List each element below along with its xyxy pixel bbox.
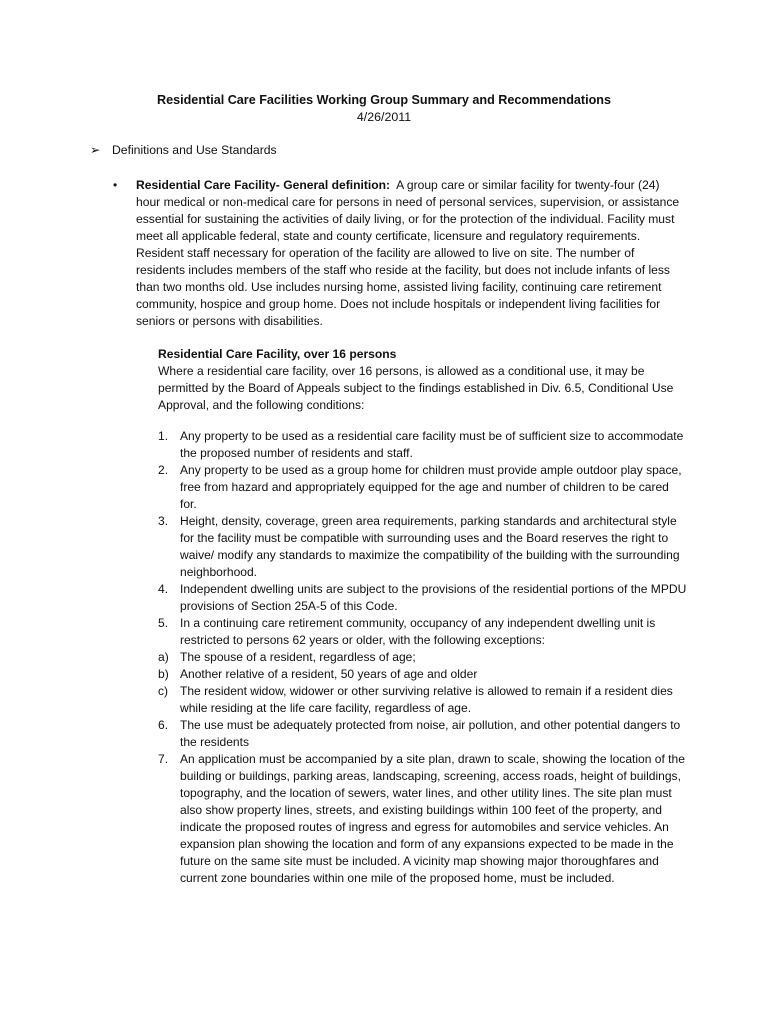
condition-item [158, 513, 688, 581]
section-heading-text: Definitions and Use Standards [112, 143, 277, 157]
condition-text: Another relative of a resident, 50 years of age and older [180, 667, 478, 681]
condition-number: 3. [158, 514, 169, 528]
condition-text: Height, density, coverage, green area requirements, parking standards and architectural style for the facility must be compatible with surrounding uses and the Board reserves the right to waive/ modify any standards to maximize the compatibility of the building with the surrounding neighborhood. [180, 514, 680, 579]
definition-bullet [113, 177, 683, 330]
condition-letter: a) [158, 650, 169, 664]
condition-number: 1. [158, 429, 169, 443]
condition-number: 4. [158, 582, 169, 596]
condition-text: Any property to be used as a residential care facility must be of sufficient size to accommodate the proposed number of residents and staff. [180, 429, 684, 460]
document-title: Residential Care Facilities Working Group Summary and Recommendations [157, 93, 611, 107]
condition-text: An application must be accompanied by a site plan, drawn to scale, showing the location of the building or buildings, parking areas, landscaping, screening, access roads, height of buildings, topography, and the location of sewers, water lines, and other utility lines. The site plan must also show property lines, streets, and existing buildings within 100 feet of the property, and indicate the proposed routes of ingress and egress for automobiles and service vehicles. An expansion plan showing the location and form of any expansions expected to be made in the future on the same site must be included. A vicinity map showing major thoroughfares and current zone boundaries within one mile of the proposed home, must be included. [180, 752, 685, 885]
subsection-heading: Residential Care Facility, over 16 persons [158, 347, 397, 361]
condition-text: Independent dwelling units are subject to the provisions of the residential portions of the MPDU provisions of Section 25A-5 of this Code. [180, 582, 687, 613]
condition-letter: c) [158, 684, 169, 698]
section-heading [90, 142, 277, 159]
document-date: 4/26/2011 [356, 110, 412, 124]
condition-text: The resident widow, widower or other surviving relative is allowed to remain if a resident dies while residing at the life care facility, regardless of age. [180, 684, 673, 715]
condition-number: 5. [158, 616, 169, 630]
condition-item [158, 683, 688, 717]
condition-item [158, 751, 688, 887]
subsection-paragraph: Where a residential care facility, over 16 persons, is allowed as a conditional use, it may be permitted by the Board of Appeals subject to the findings established in Div. 6.5, Conditional Use Approval, and the following conditions: [158, 364, 674, 412]
condition-item [158, 462, 688, 513]
condition-text: Any property to be used as a group home for children must provide ample outdoor play space, free from hazard and appropriately equipped for the age and number of children to be cared for. [180, 463, 682, 511]
definition-text: A group care or similar facility for twenty-four (24) hour medical or non-medical care for persons in need of personal services, supervision, or assistance essential for sustaining the activities of daily living, or for the protection of the individual. Facility must meet all applicable federal, state and county certificate, licensure and regulatory requirements. Resident staff necessary for operation of the facility are allowed to live on site. The number of residents includes members of the staff who reside at the facility, but does not include infants of less than two months old. Use includes nursing home, assisted living facility, continuing care retirement community, hospice and group home. Does not include hospitals or independent living facilities for seniors or persons with disabilities. [136, 178, 680, 328]
condition-item [158, 428, 688, 462]
definition-paragraph [136, 177, 683, 330]
condition-text: The spouse of a resident, regardless of age; [180, 650, 416, 664]
bullet-dot-icon: • [113, 178, 118, 192]
condition-number: 6. [158, 718, 169, 732]
condition-text: The use must be adequately protected from noise, air pollution, and other potential dangers to the residents [180, 718, 681, 749]
condition-item [158, 717, 688, 751]
condition-item [158, 666, 688, 683]
condition-item [158, 581, 688, 615]
condition-number: 7. [158, 752, 169, 766]
conditions-list [158, 428, 688, 887]
condition-text: In a continuing care retirement community, occupancy of any independent dwelling unit is restricted to persons 62 years or older, with the following exceptions: [180, 616, 656, 647]
condition-number: 2. [158, 463, 169, 477]
arrow-bullet-icon: ➢ [90, 143, 101, 157]
condition-item [158, 649, 688, 666]
subsection [158, 346, 686, 414]
definition-term: Residential Care Facility- General definition: [136, 178, 391, 192]
condition-letter: b) [158, 667, 169, 681]
condition-item [158, 615, 688, 649]
